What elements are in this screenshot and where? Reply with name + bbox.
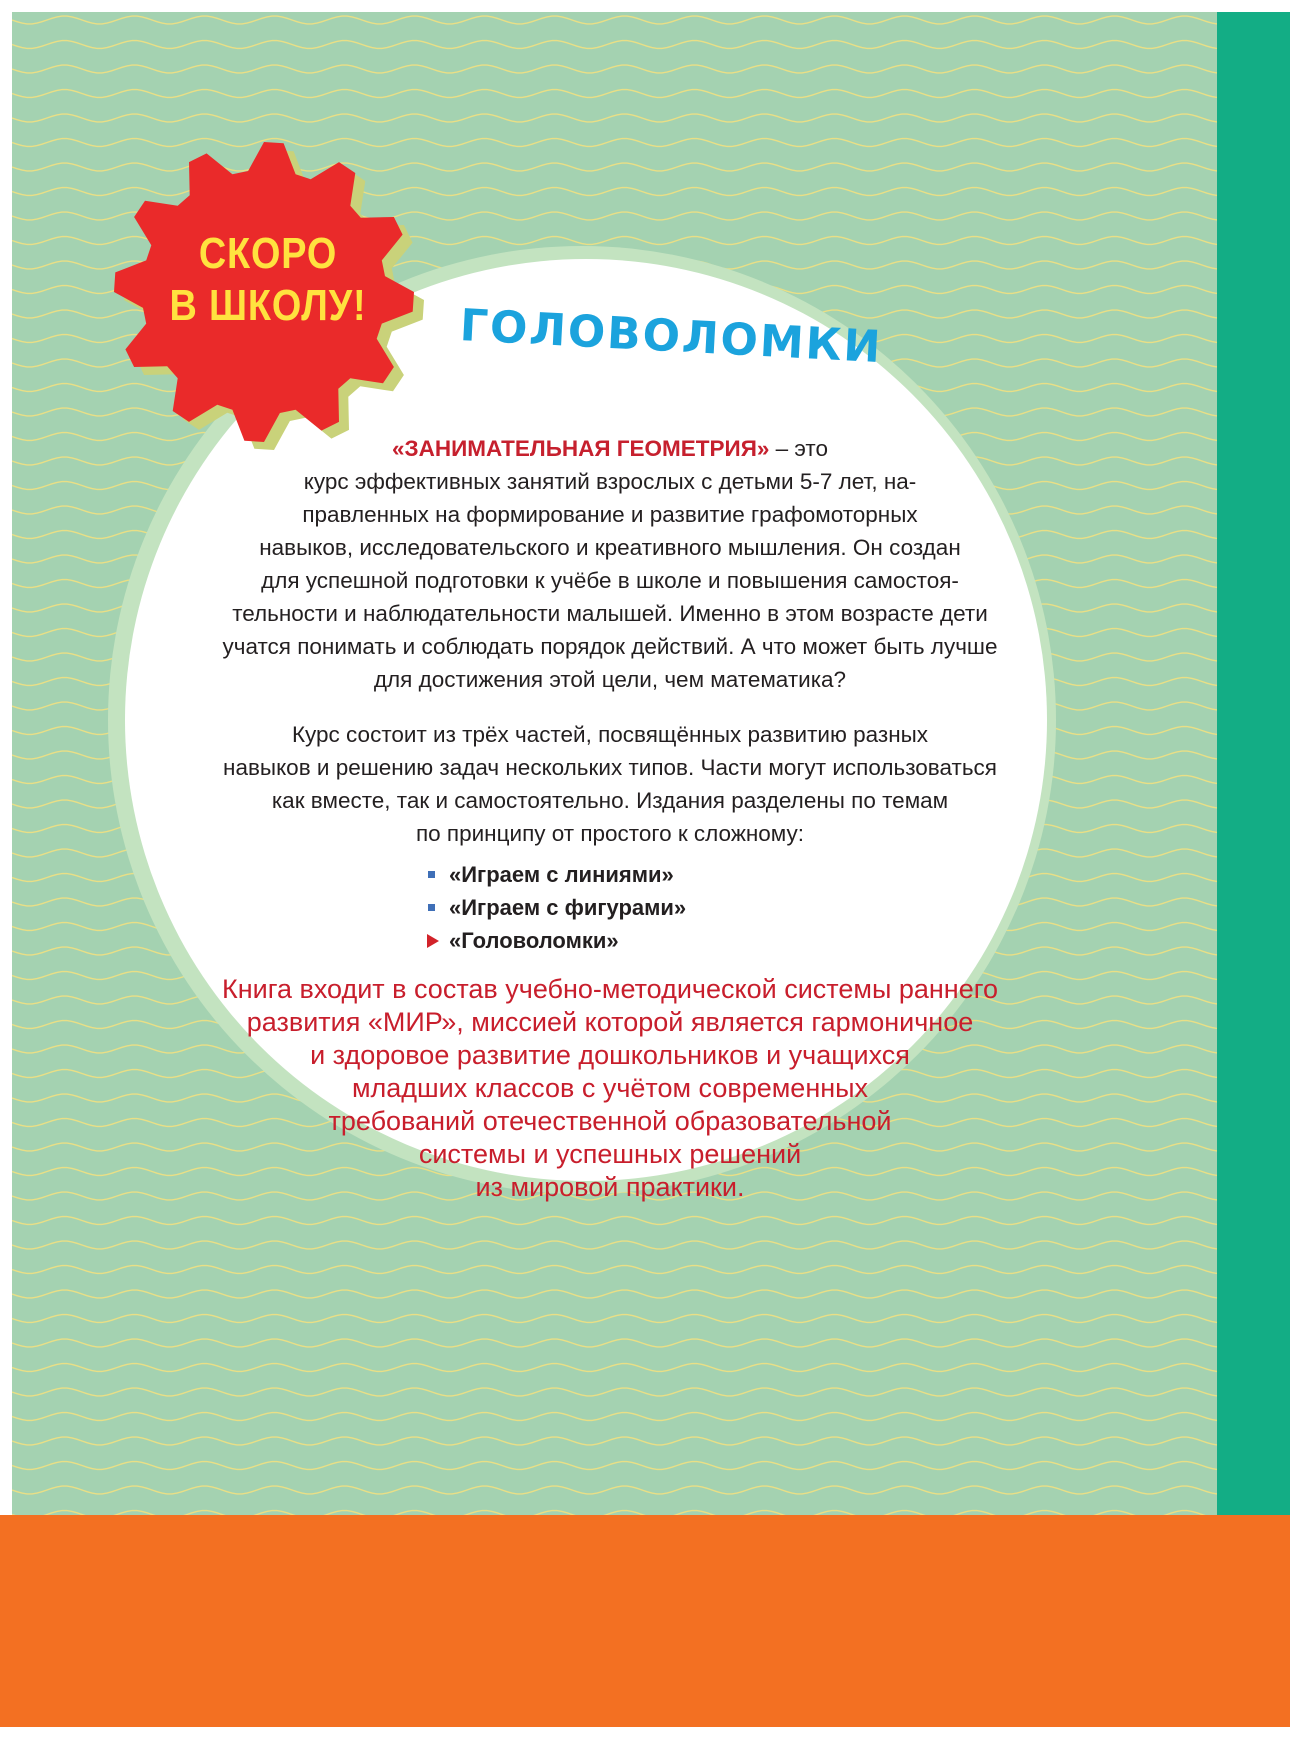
- top-margin: [0, 0, 1290, 12]
- system-note: [150, 973, 1070, 1204]
- intro-first-line: [150, 432, 1070, 465]
- badge-line-2: В ШКОЛУ!: [169, 281, 367, 330]
- badge-text: [130, 228, 405, 332]
- series-name: «ЗАНИМАТЕЛЬНАЯ ГЕОМЕТРИЯ»: [392, 436, 770, 461]
- book-title: ГОЛОВОЛОМКИ: [458, 300, 884, 374]
- course-line: как вместе, так и самостоятельно. Издания разделены по темам: [271, 788, 949, 813]
- course-line: навыков и решению задач нескольких типов. Части могут использоваться: [223, 755, 997, 780]
- book-series-list: [428, 858, 686, 957]
- list-item-label: «Головоломки»: [449, 928, 619, 953]
- list-item-label: «Играем с фигурами»: [449, 895, 687, 920]
- system-note-line: развития «МИР», миссией которой является гармоничное: [246, 1007, 974, 1037]
- badge-line-1: СКОРО: [198, 229, 338, 278]
- course-line: по принципу от простого к сложному:: [415, 821, 805, 846]
- course-paragraph: [150, 718, 1070, 850]
- system-note-line: Книга входит в состав учебно-методической системы раннего: [222, 974, 998, 1004]
- intro-line: для достижения этой цели, чем математика?: [373, 667, 847, 692]
- triangle-bullet-icon: [427, 934, 439, 948]
- intro-line: навыков, исследовательского и креативного мышления. Он создан: [259, 535, 961, 560]
- system-note-line: и здоровое развитие дошкольников и учащихся: [310, 1040, 910, 1070]
- intro-paragraph: [150, 432, 1070, 696]
- intro-line: курс эффективных занятий взрослых с детьми 5-7 лет, на-: [303, 469, 917, 494]
- orange-bottom-band: [0, 1515, 1290, 1727]
- intro-line: тельности и наблюдательности малышей. Именно в этом возрасте дети: [232, 601, 988, 626]
- intro-line: правленных на формирование и развитие графомоторных: [302, 502, 918, 527]
- list-item-label: «Играем с линиями»: [449, 862, 674, 887]
- list-item: [428, 858, 686, 891]
- square-bullet-icon: [428, 871, 435, 878]
- bottom-margin: [0, 1727, 1290, 1737]
- intro-line: учатся понимать и соблюдать порядок действий. А что может быть лучше: [222, 634, 998, 659]
- list-item: [428, 891, 686, 924]
- spine-strip: [1217, 12, 1290, 1515]
- intro-line: для успешной подготовки к учёбе в школе и повышения самостоя-: [261, 568, 959, 593]
- left-margin: [0, 0, 12, 1737]
- square-bullet-icon: [428, 904, 435, 911]
- intro-first-line-rest: – это: [769, 436, 828, 461]
- course-line: Курс состоит из трёх частей, посвящённых развитию разных: [291, 722, 929, 747]
- system-note-line: из мировой практики.: [475, 1172, 745, 1202]
- system-note-line: младших классов с учётом современных: [351, 1073, 869, 1103]
- system-note-line: системы и успешных решений: [418, 1139, 802, 1169]
- system-note-line: требований отечественной образовательной: [328, 1106, 892, 1136]
- list-item-current: [428, 924, 686, 957]
